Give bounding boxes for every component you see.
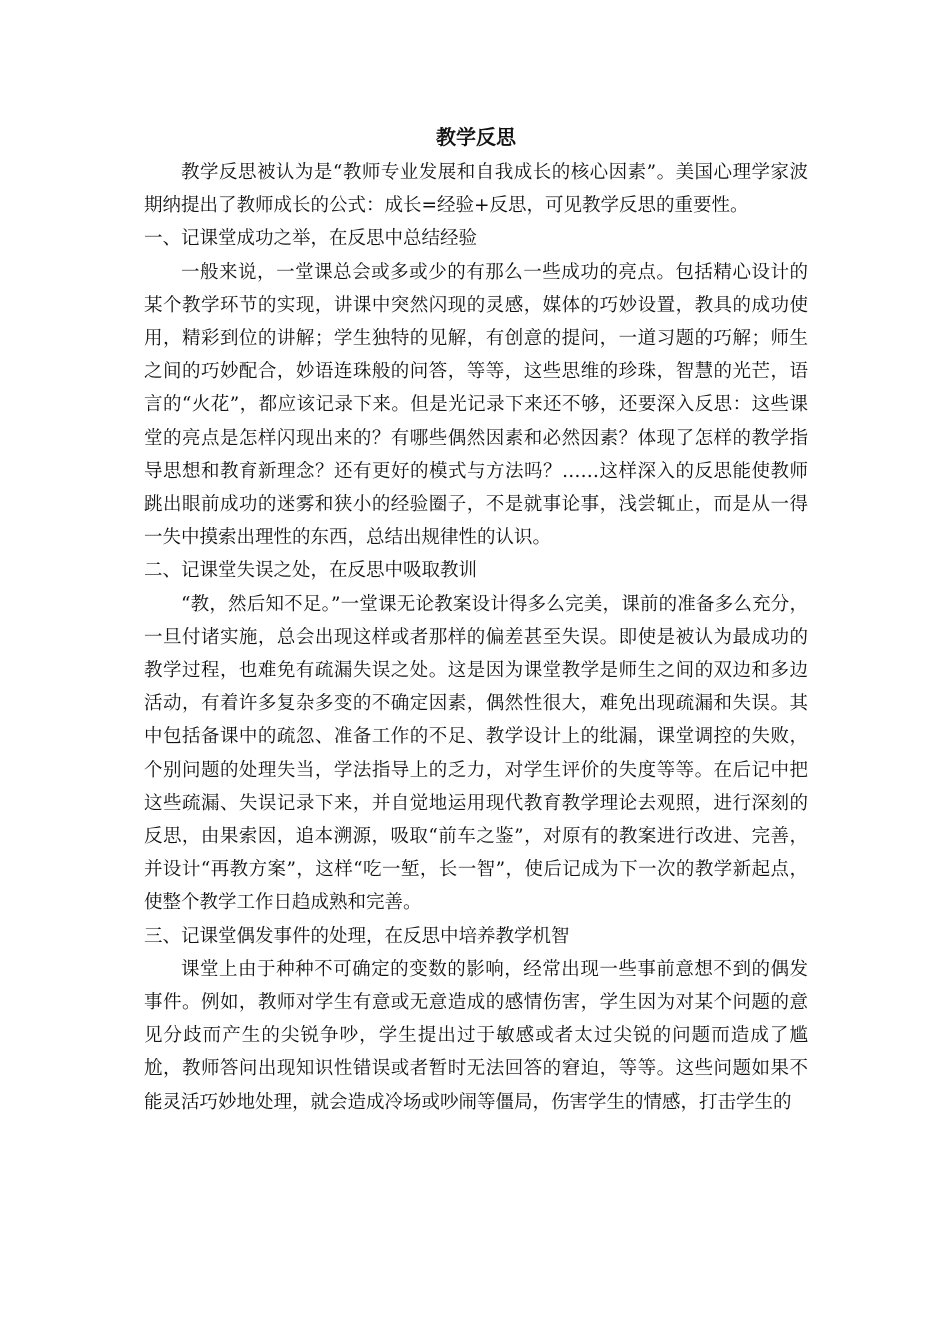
document-title: 教学反思 — [436, 125, 516, 149]
document-page — [144, 118, 808, 1119]
section-heading-2: 二、记课堂失误之处，在反思中吸取教训 — [144, 560, 478, 582]
section-1-paragraph: 一般来说，一堂课总会或多或少的有那么一些成功的亮点。包括精心设计的某个教学环节的实现，讲课中突然闪现的灵感，媒体的巧妙设置，教具的成功使用，精彩到位的讲解；学生独特的见解，有创意的提问，一道习题的巧解；师生之间的巧妙配合，妙语连珠般的问答，等等，这些思维的珍珠，智慧的光芒，语言的“火花”，都应该记录下来。但是光记录下来还不够，还要深入反思：这些课堂的亮点是怎样闪现出来的？有哪些偶然因素和必然因素？体现了怎样的教学指导思想和教育新理念？还有更好的模式与方法吗？……这样深入的反思能使教师跳出眼前成功的迷雾和狭小的经验圈子，不是就事论事，浅尝辄止，而是从一得一失中摸索出理性的东西，总结出规律性的认识。 — [144, 261, 808, 549]
intro-paragraph: 教学反思被认为是“教师专业发展和自我成长的核心因素”。美国心理学家波期纳提出了教师成长的公式：成长=经验+反思，可见教学反思的重要性。 — [144, 162, 808, 217]
section-heading-1: 一、记课堂成功之举，在反思中总结经验 — [144, 228, 478, 250]
section-2-paragraph: “教，然后知不足。”一堂课无论教案设计得多么完美，课前的准备多么充分，一旦付诸实施，总会出现这样或者那样的偏差甚至失误。即使是被认为最成功的教学过程，也难免有疏漏失误之处。这是因为课堂教学是师生之间的双边和多边活动，有着许多复杂多变的不确定因素，偶然性很大，难免出现疏漏和失误。其中包括备课中的疏忽、准备工作的不足、教学设计上的纰漏，课堂调控的失败，个别问题的处理失当，学法指导上的乏力，对学生评价的失度等等。在后记中把这些疏漏、失误记录下来，并自觉地运用现代教育教学理论去观照，进行深刻的反思，由果索因，追本溯源，吸取“前车之鉴”，对原有的教案进行改进、完善，并设计“再教方案”，这样“吃一堑，长一智”，使后记成为下一次的教学新起点，使整个教学工作日趋成熟和完善。 — [144, 593, 808, 914]
section-3-paragraph: 课堂上由于种种不可确定的变数的影响，经常出现一些事前意想不到的偶发事件。例如，教师对学生有意或无意造成的感情伤害，学生因为对某个问题的意见分歧而产生的尖锐争吵，学生提出过于敏感或者太过尖锐的问题而造成了尴尬，教师答问出现知识性错误或者暂时无法回答的窘迫，等等。这些问题如果不能灵活巧妙地处理，就会造成冷场或吵闹等僵局，伤害学生的情感，打击学生的 — [144, 958, 808, 1113]
section-heading-3: 三、记课堂偶发事件的处理，在反思中培养教学机智 — [144, 925, 570, 947]
